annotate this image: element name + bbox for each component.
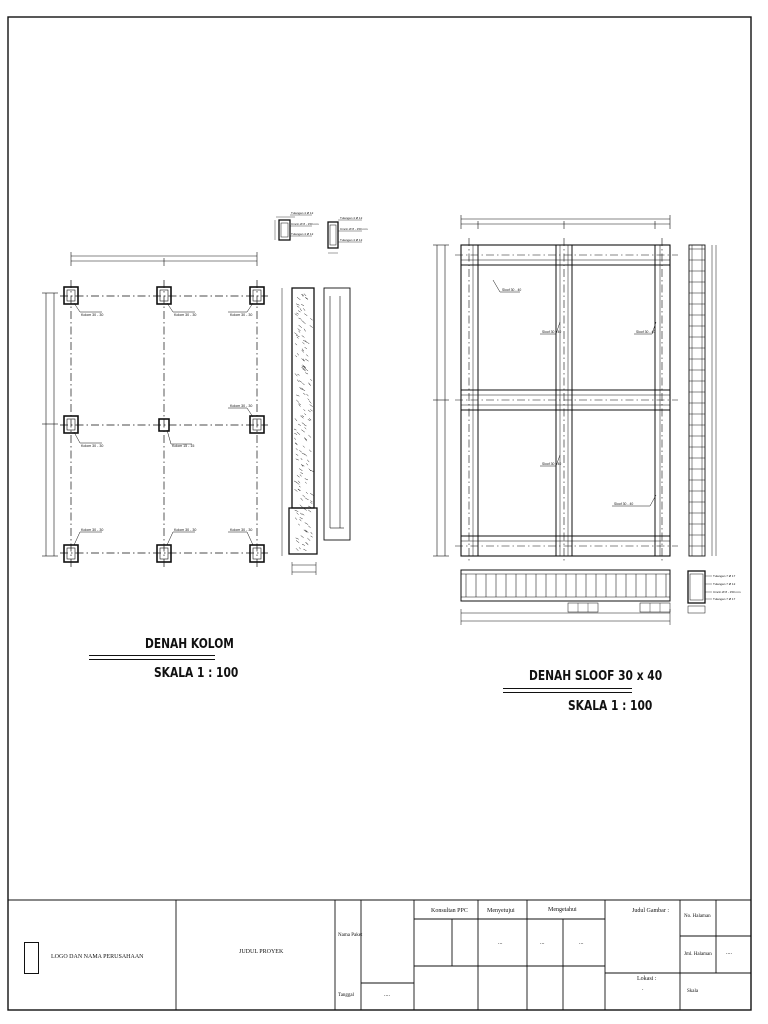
sloof-label: Sloof 30 - 40: [614, 502, 634, 506]
sheet-border: [8, 17, 751, 1010]
column-label: Kolom 30 - 30: [81, 313, 104, 317]
sloof-label: Sloof 30 - 40: [636, 330, 656, 334]
scale-label: Skala: [687, 989, 699, 994]
logo-placeholder: [24, 942, 39, 974]
column-label: Kolom 30 - 30: [81, 528, 104, 532]
section-note: Tulangan 7 Ø 17: [713, 574, 736, 578]
column-label: Kolom 30 - 30: [174, 313, 197, 317]
section-note: Tulangan 4 Ø 12: [340, 238, 363, 242]
sloof-plan-title: DENAH SLOOF 30 x 40: [529, 669, 663, 684]
approved-label: Menyetujui: [487, 908, 515, 914]
sloof-label: Sloof 30 - 40: [542, 330, 562, 334]
section-note: Tulangan 4 Ø 12: [340, 216, 363, 220]
column-section-detail: [275, 215, 362, 253]
title-underline: [89, 655, 215, 660]
location-label: Lokasi :: [637, 976, 657, 982]
section-note: Cincin Ø 8 - 150 mm: [291, 222, 319, 226]
package-name-label: Nama Paket: [338, 933, 363, 938]
sloof-section-notes: [713, 574, 741, 601]
concrete-hatch: [294, 294, 314, 551]
sloof-label: Sloof 30 - 40: [542, 462, 562, 466]
acknowledged-value: ...: [540, 940, 545, 946]
column-label: Kolom 15 - 15: [172, 444, 195, 448]
project-title: JUDUL PROYEK: [239, 949, 284, 955]
column-labels: [81, 313, 252, 532]
section-note: Cincin Ø 8 - 150 mm: [713, 590, 741, 594]
sloof-label: Sloof 30 - 40: [502, 288, 522, 292]
column-label: Kolom 30 - 30: [230, 313, 253, 317]
column-elevation: [282, 288, 350, 575]
column-label: Kolom 30 - 30: [230, 528, 253, 532]
drawing-title-label: Judul Gambar :: [632, 908, 669, 914]
approved-value: ...: [498, 940, 503, 946]
column-label: Kolom 30 - 30: [81, 444, 104, 448]
column-section-notes: [291, 211, 368, 242]
sloof-labels: [502, 288, 655, 506]
section-note: Tulangan 4 Ø 12: [291, 232, 314, 236]
acknowledged-value: ...: [579, 940, 584, 946]
section-note: Cincin Ø 8 - 150 mm: [340, 227, 368, 231]
sloof-plan-scale: SKALA 1 : 100: [568, 699, 653, 714]
company-logo-label: LOGO DAN NAMA PERUSAHAAN: [51, 954, 144, 960]
acknowledged-label: Mengetahui: [548, 907, 577, 913]
date-value: ....: [384, 992, 390, 998]
page-no-label: No. Halaman: [684, 914, 711, 919]
column-plan-title: DENAH KOLOM: [145, 637, 234, 652]
date-label: Tanggal: [338, 993, 355, 998]
column-label: Kolom 30 - 30: [230, 404, 253, 408]
page-count-label: Jml. Halaman: [684, 952, 712, 957]
title-underline: [503, 688, 632, 693]
section-note: Tulangan 7 Ø 17: [713, 597, 736, 601]
section-note: Tulangan 4 Ø 12: [291, 211, 314, 215]
sloof-plan: [433, 215, 716, 625]
column-plan-scale: SKALA 1 : 100: [154, 666, 239, 681]
column-label: Kolom 30 - 30: [174, 528, 197, 532]
location-value: .: [642, 986, 644, 992]
page-count-value: ....: [726, 950, 732, 956]
column-plan: [42, 252, 268, 568]
consultant-label: Konsultan PPC: [431, 908, 468, 914]
section-note: Tulangan 7 Ø 12: [713, 582, 736, 586]
